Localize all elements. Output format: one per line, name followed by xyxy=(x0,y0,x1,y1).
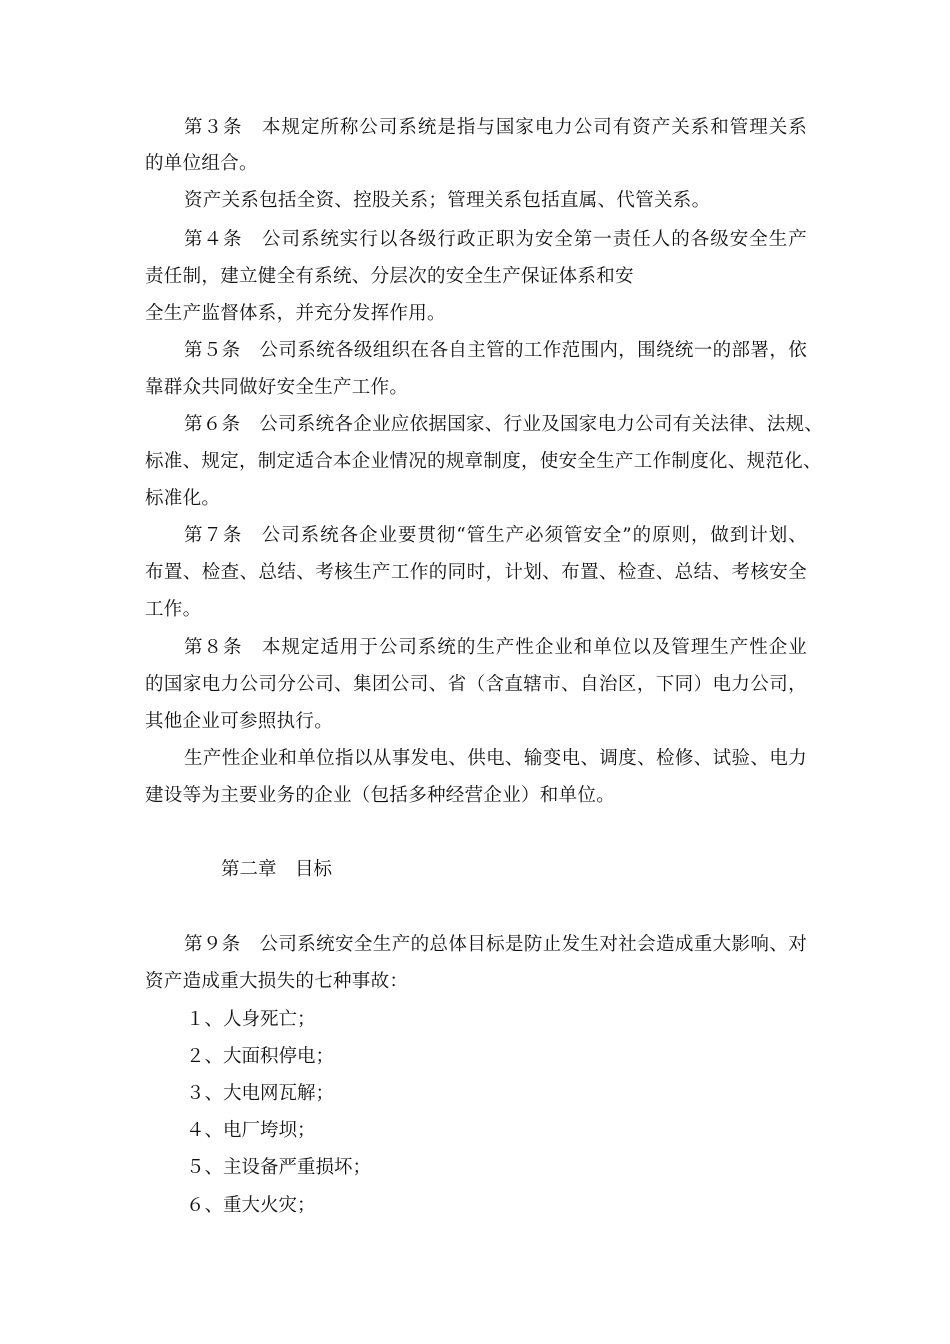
article-7-line-2: 布置、检查、总结、考核生产工作的同时，计划、布置、检查、总结、考核安全 xyxy=(145,562,807,583)
article-8-note-line-1: 生产性企业和单位指以从事发电、供电、输变电、调度、检修、试验、电力 xyxy=(184,748,807,769)
article-4-line-2: 责任制，建立健全有系统、分层次的安全生产保证体系和安 xyxy=(145,266,634,287)
article-6-line-1: 第６条 公司系统各企业应依据国家、行业及国家电力公司有关法律、法规、 xyxy=(184,414,824,435)
article-5-line-2: 靠群众共同做好安全生产工作。 xyxy=(145,377,409,398)
article-7-line-1: 第７条 公司系统各企业要贯彻“管生产必须管安全”的原则，做到计划、 xyxy=(184,525,807,546)
article-6-line-3: 标准化。 xyxy=(145,488,221,509)
article-5-line-1: 第５条 公司系统各级组织在各自主管的工作范围内，围绕统一的部署，依 xyxy=(184,340,807,361)
list-item: ３、大电网瓦解； xyxy=(186,1083,335,1104)
list-item: ６、重大火灾； xyxy=(186,1195,316,1216)
article-3-note: 资产关系包括全资、控股关系；管理关系包括直属、代管关系。 xyxy=(184,190,711,211)
article-9-line-2: 资产造成重大损失的七种事故： xyxy=(145,971,409,992)
article-6-line-2: 标准、规定，制定适合本企业情况的规章制度，使安全生产工作制度化、规范化、 xyxy=(145,451,822,472)
list-item: ４、电厂垮坝； xyxy=(186,1120,316,1141)
article-8-line-1: 第８条 本规定适用于公司系统的生产性企业和单位以及管理生产性企业 xyxy=(184,637,807,658)
list-item: ５、主设备严重损坏； xyxy=(186,1157,372,1178)
article-7-line-3: 工作。 xyxy=(145,599,202,620)
article-3-line-1: 第３条 本规定所称公司系统是指与国家电力公司有资产关系和管理关系 xyxy=(184,117,807,138)
article-3-line-2: 的单位组合。 xyxy=(145,153,258,174)
article-9-line-1: 第９条 公司系统安全生产的总体目标是防止发生对社会造成重大影响、对 xyxy=(184,934,807,955)
list-item: １、人身死亡； xyxy=(186,1009,316,1030)
article-4-line-1: 第４条 公司系统实行以各级行政正职为安全第一责任人的各级安全生产 xyxy=(184,229,807,250)
article-8-note-line-2: 建设等为主要业务的企业（包括多种经营企业）和单位。 xyxy=(145,785,616,806)
list-item: ２、大面积停电； xyxy=(186,1046,335,1067)
article-8-line-3: 其他企业可参照执行。 xyxy=(145,711,334,732)
article-4-line-3: 全生产监督体系，并充分发挥作用。 xyxy=(145,303,446,324)
chapter-heading: 第二章 目标 xyxy=(221,859,333,880)
article-8-line-2: 的国家电力公司分公司、集团公司、省（含直辖市、自治区，下同）电力公司， xyxy=(145,674,807,695)
